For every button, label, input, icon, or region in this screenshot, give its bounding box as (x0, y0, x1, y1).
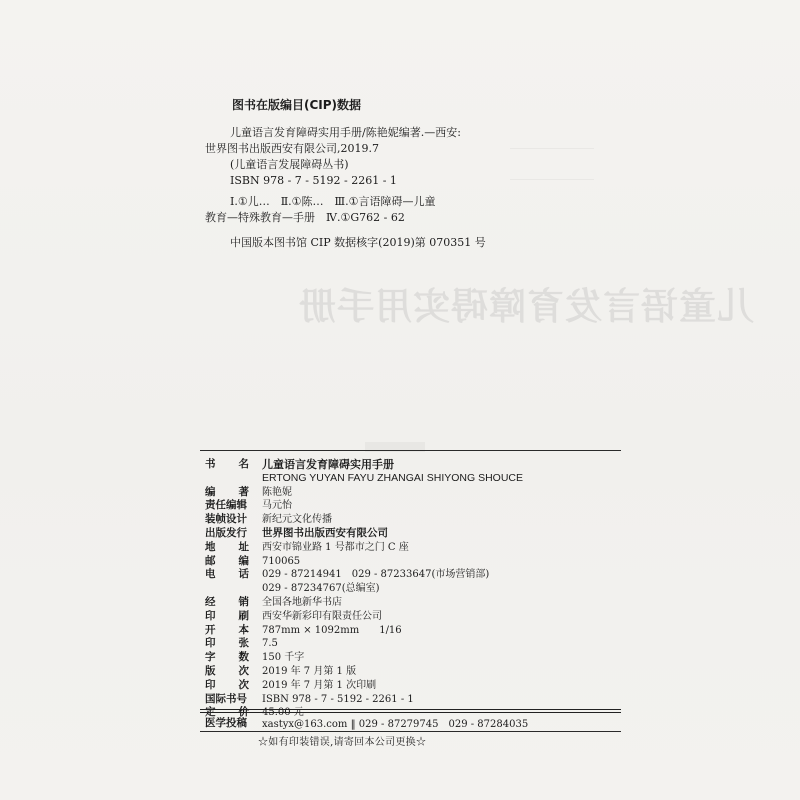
book-title: 儿童语言发育障碍实用手册 (262, 458, 394, 471)
detail-value: 马元怡 (262, 500, 292, 512)
detail-label: 国际书号 (205, 692, 247, 705)
price-value: 45.00 元 (262, 707, 304, 719)
detail-value: 2019 年 7 月第 1 次印刷 (262, 679, 377, 691)
detail-row (205, 499, 625, 513)
detail-row (205, 679, 625, 693)
detail-row (205, 624, 625, 638)
detail-value: 150 千字 (262, 652, 305, 664)
detail-label: 印 次 (205, 678, 249, 691)
detail-label: 经 销 (205, 595, 249, 608)
detail-value: 西安市锦业路 1 号都市之门 C 座 (262, 541, 409, 553)
top-rule (200, 450, 621, 451)
bleed-through-mark (510, 148, 594, 180)
detail-row (205, 610, 625, 624)
detail-label: 出版发行 (205, 526, 247, 539)
bleed-through-cover-title: 儿童语言发育障碍实用手册 (298, 284, 754, 328)
detail-label: 版 次 (205, 664, 249, 677)
notice-rule (200, 731, 621, 732)
detail-value: 新纪元文化传播 (262, 514, 332, 526)
detail-label: 地 址 (205, 540, 249, 553)
medical-submission-contact: xastyx@163.com ‖ 029 - 87279745 029 - 87284035 (262, 719, 529, 730)
detail-label: 书 名 (205, 458, 249, 470)
detail-value: 2019 年 7 月第 1 版 (262, 665, 357, 677)
detail-value: 710065 (262, 555, 301, 567)
detail-row (205, 541, 625, 555)
detail-label: 定 价 (205, 706, 249, 719)
detail-row (205, 555, 625, 569)
detail-row (205, 582, 625, 596)
detail-row (205, 472, 625, 486)
bottom-double-rule (200, 709, 621, 713)
cip-entry-line: 儿童语言发育障碍实用手册/陈艳妮编著.—西安: (230, 126, 461, 139)
isbn-value: ISBN 978 - 7 - 5192 - 2261 - 1 (262, 693, 414, 705)
detail-label: 责任编辑 (205, 499, 247, 512)
cip-class-line: 教育—特殊教育—手册 Ⅳ.①G762 - 62 (205, 211, 405, 224)
detail-label: 字 数 (205, 651, 249, 664)
detail-value: 陈艳妮 (262, 486, 292, 498)
publication-details (205, 458, 625, 720)
detail-value: 787mm × 1092mm 1/16 (262, 624, 402, 636)
detail-row (205, 651, 625, 665)
detail-value: 029 - 87234767(总编室) (262, 583, 380, 595)
detail-row (205, 513, 625, 527)
detail-row (205, 486, 625, 500)
detail-row (205, 665, 625, 679)
detail-value: 7.5 (262, 638, 278, 650)
detail-label: 印 刷 (205, 609, 249, 622)
detail-row (205, 458, 625, 472)
cip-heading: 图书在版编目(CIP)数据 (232, 98, 362, 112)
detail-label: 电 话 (205, 568, 249, 581)
print-error-notice: ☆如有印装错误,请寄回本公司更换☆ (258, 737, 427, 748)
detail-row (205, 637, 625, 651)
detail-row (205, 693, 625, 707)
detail-row (205, 596, 625, 610)
detail-value: 西安华新彩印有限责任公司 (262, 610, 382, 622)
publisher-name: 世界图书出版西安有限公司 (262, 526, 388, 539)
cip-isbn-line: ISBN 978 - 7 - 5192 - 2261 - 1 (230, 174, 397, 187)
detail-label: 印 张 (205, 637, 249, 650)
cip-class-line: Ⅰ.①儿… Ⅱ.①陈… Ⅲ.①言语障碍—儿童 (230, 195, 436, 208)
book-title-pinyin: ERTONG YUYAN FAYU ZHANGAI SHIYONG SHOUCE (262, 471, 523, 484)
detail-value: 029 - 87214941 029 - 87233647(市场营销部) (262, 569, 490, 581)
medical-submission-label: 医学投稿 (205, 717, 247, 729)
cip-record-number: 中国版本图书馆 CIP 数据核字(2019)第 070351 号 (230, 236, 486, 249)
cip-series-line: (儿童语言发展障碍丛书) (230, 158, 349, 171)
detail-label: 邮 编 (205, 554, 249, 567)
detail-label: 开 本 (205, 623, 249, 636)
detail-row (205, 527, 625, 541)
detail-label: 装帧设计 (205, 513, 247, 526)
detail-value: 全国各地新华书店 (262, 596, 342, 608)
medical-submission (205, 715, 529, 730)
cip-entry-line: 世界图书出版西安有限公司,2019.7 (205, 142, 379, 155)
detail-row (205, 568, 625, 582)
detail-label: 编 著 (205, 485, 249, 498)
